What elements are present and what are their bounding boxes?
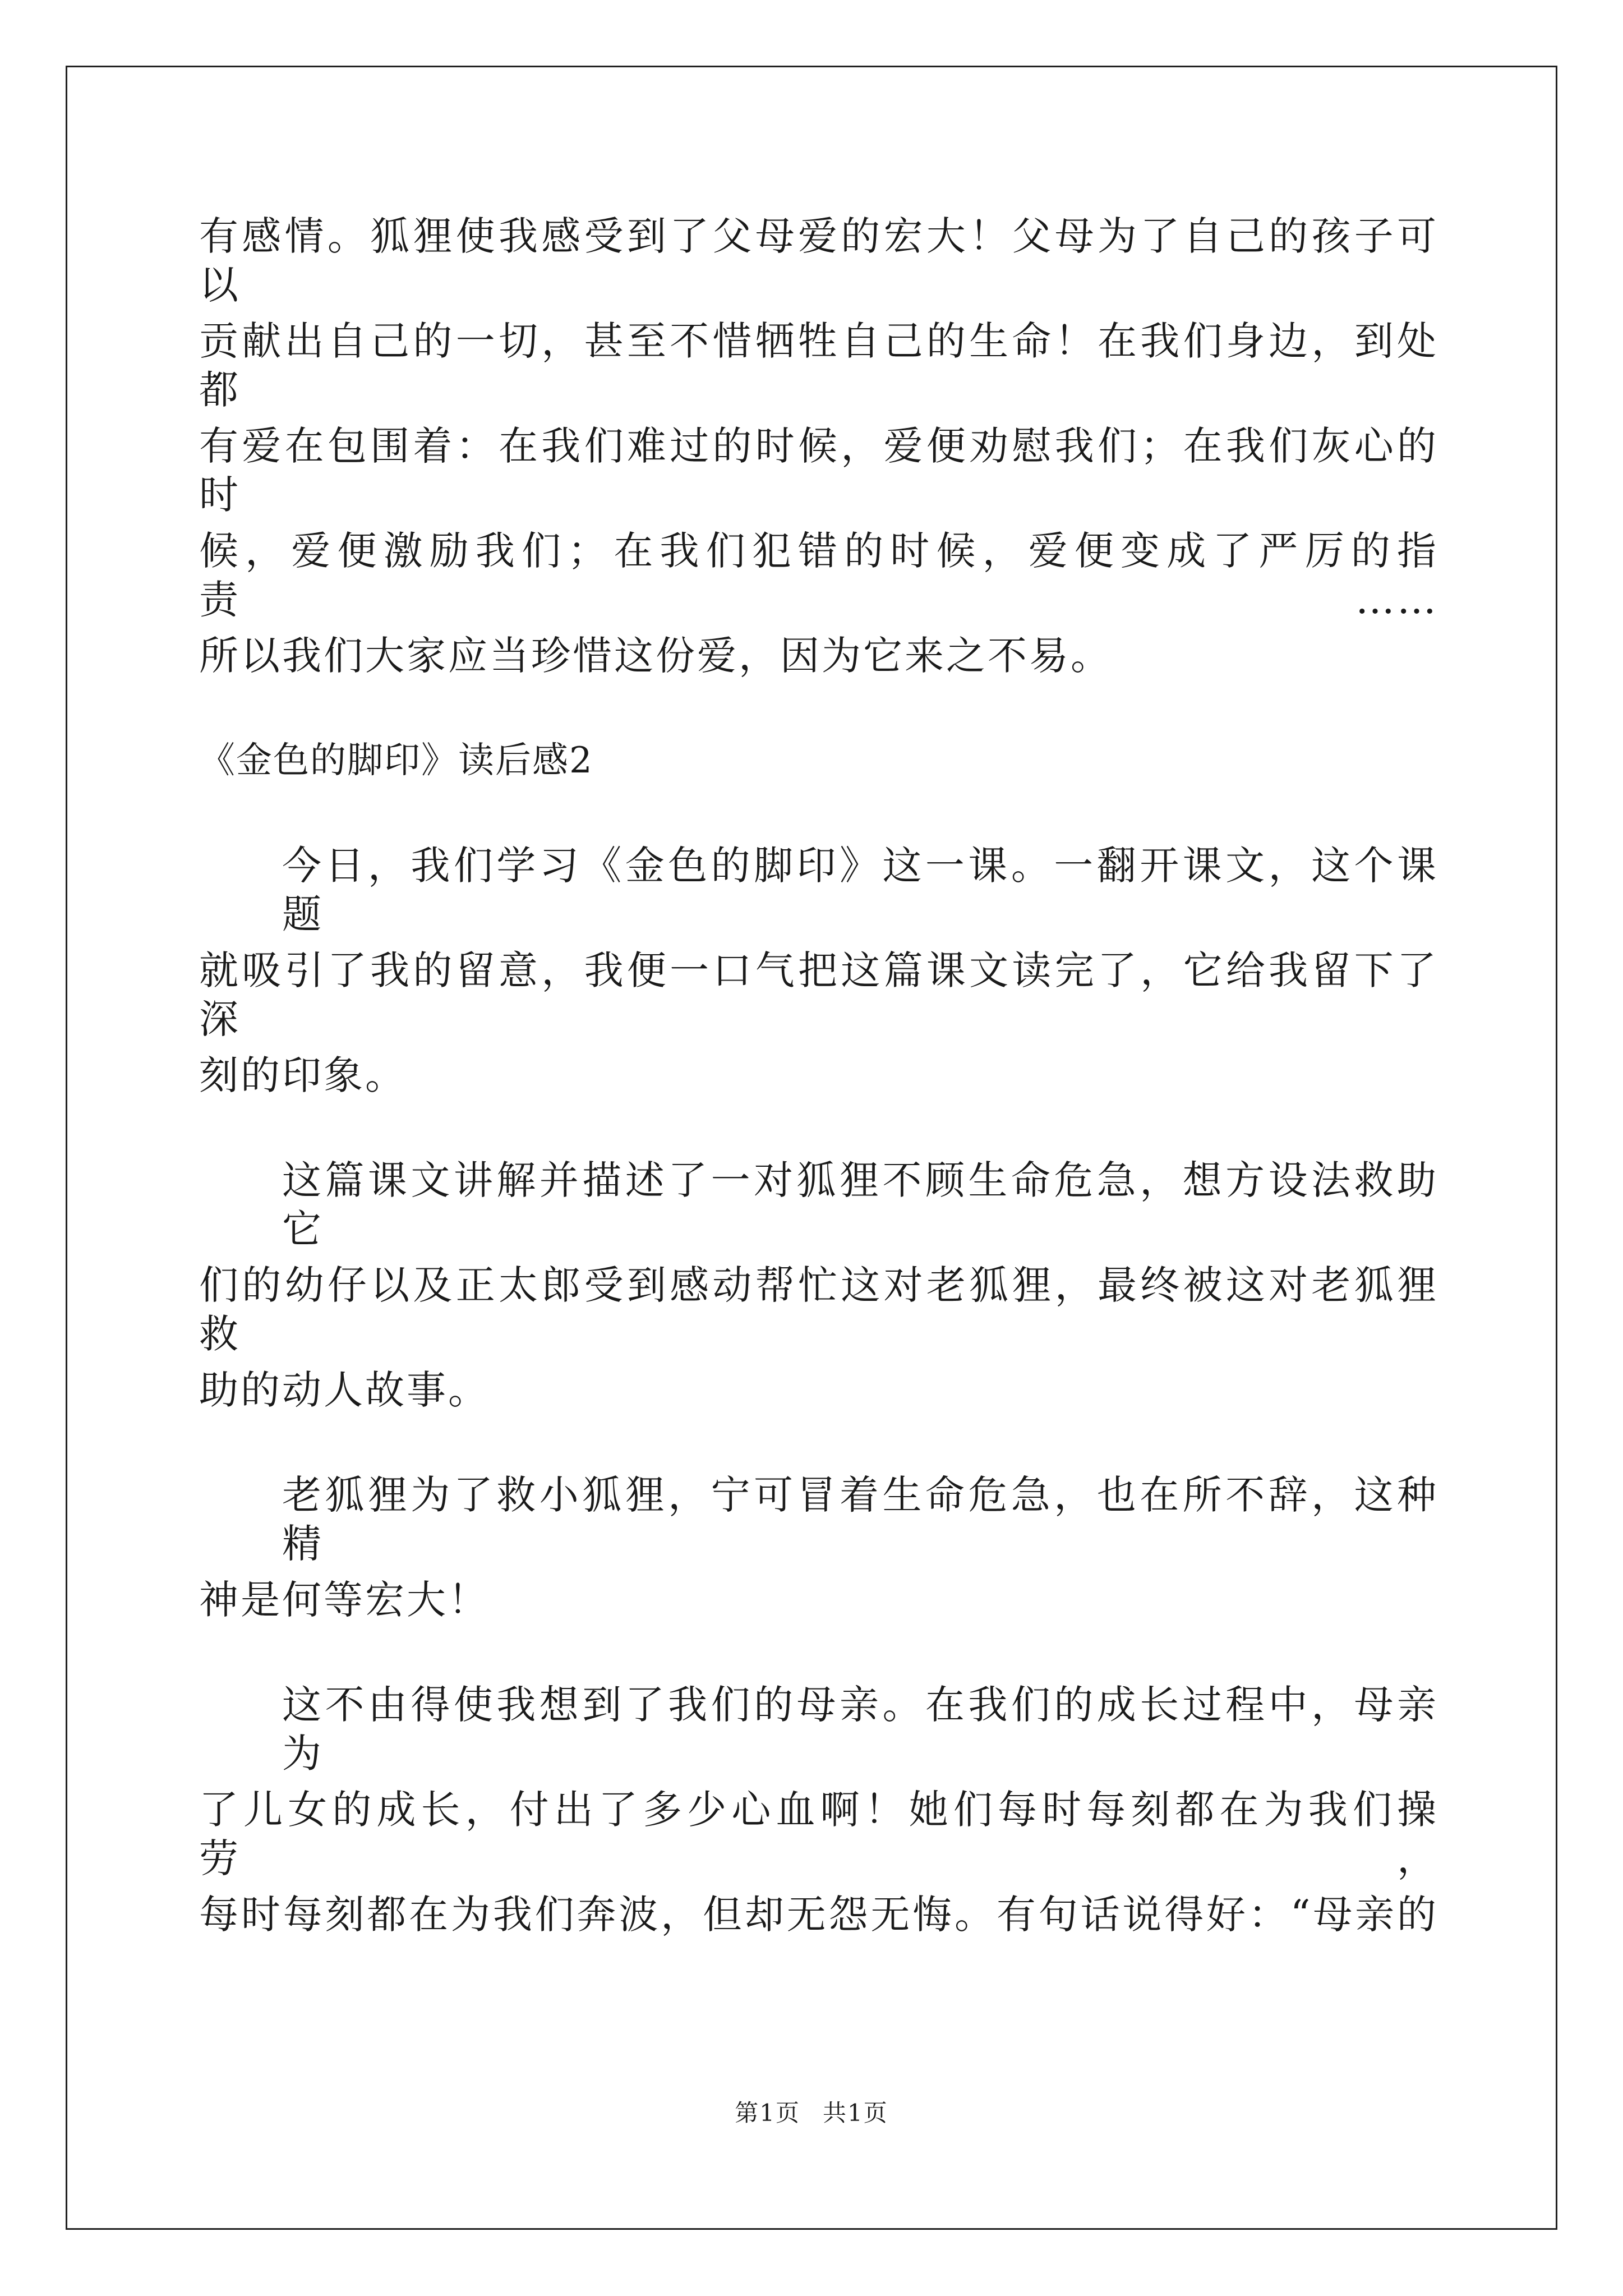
paragraph-line: 每时每刻都在为我们奔波，但却无怨无悔。有句话说得好：“母亲的: [199, 1892, 1438, 1938]
paragraph-line: 候，爱便激励我们；在我们犯错的时候，爱便变成了严厉的指责……: [199, 528, 1438, 623]
paragraph-line: 这不由得使我想到了我们的母亲。在我们的成长过程中，母亲为: [282, 1682, 1438, 1777]
paragraph-line: 这篇课文讲解并描述了一对狐狸不顾生命危急，想方设法救助它: [282, 1157, 1438, 1252]
paragraph-line: 今日，我们学习《金色的脚印》这一课。一翻开课文，这个课题: [282, 843, 1438, 937]
paragraph-line: 了儿女的成长，付出了多少心血啊！她们每时每刻都在为我们操劳，: [199, 1787, 1438, 1881]
paragraph-line: 就吸引了我的留意，我便一口气把这篇课文读完了，它给我留下了深: [199, 947, 1438, 1042]
paragraph-line: 所以我们大家应当珍惜这份爱，因为它来之不易。: [199, 633, 1112, 679]
section-heading: 《金色的脚印》读后感2: [199, 740, 593, 781]
paragraph-line: 老狐狸为了救小狐狸，宁可冒着生命危急，也在所不辞，这种精: [282, 1472, 1438, 1567]
paragraph-line: 助的动人故事。: [199, 1367, 490, 1413]
document-body: [199, 212, 1438, 1995]
paragraph-line: 有感情。狐狸使我感受到了父母爱的宏大！父母为了自己的孩子可以: [199, 213, 1438, 308]
paragraph-line: 有爱在包围着：在我们难过的时候，爱便劝慰我们；在我们灰心的时: [199, 423, 1438, 518]
page-total: 共1页: [823, 2099, 888, 2127]
page-number: 第1页: [735, 2099, 800, 2127]
paragraph-line: 神是何等宏大！: [199, 1577, 490, 1623]
paragraph-line: 贡献出自己的一切，甚至不惜牺牲自己的生命！在我们身边，到处都: [199, 318, 1438, 413]
paragraph-line: 们的幼仔以及正太郎受到感动帮忙这对老狐狸，最终被这对老狐狸救: [199, 1262, 1438, 1357]
paragraph-line: 刻的印象。: [199, 1052, 407, 1098]
page-footer: [0, 2096, 1623, 2130]
